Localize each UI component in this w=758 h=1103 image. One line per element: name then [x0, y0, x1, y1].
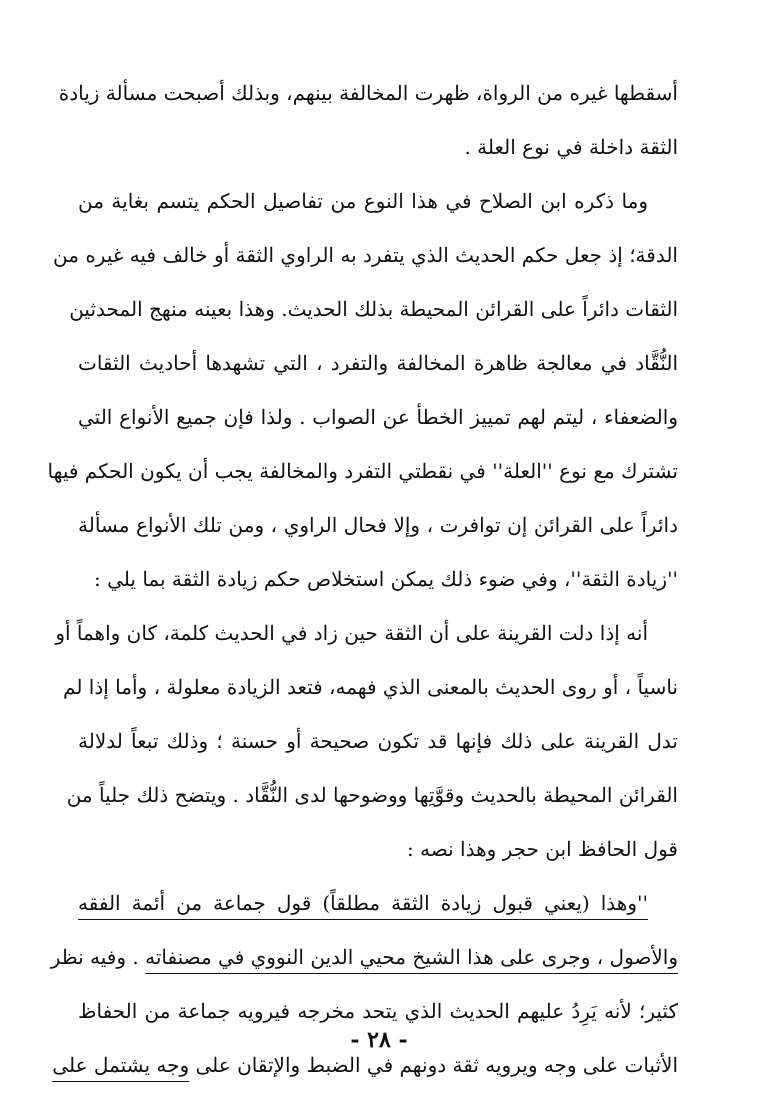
text-line: الدقة؛ إذ جعل حكم الحديث الذي يتفرد به الراوي الثقة أو خالف فيه غيره من [53, 243, 678, 267]
body-text [47, 66, 678, 1092]
quote-line: كثير؛ لأنه يَرِدُ عليهم الحديث الذي يتحد مخرجه فيرويه جماعة من الحفاظ [78, 999, 678, 1023]
text-line: القرائن المحيطة بالحديث وقوَّتِها ووضوحها لدى النُّقَّاد . ويتضح ذلك جلياً من [66, 783, 678, 807]
text-line: ناسياً ، أو روى الحديث بالمعنى الذي فهمه، فتعد الزيادة معلولة ، وأما إذا لم [63, 675, 678, 699]
text-line: ''زيادة الثقة''، وفي ضوء ذلك يمكن استخلاص حكم زيادة الثقة بما يلي : [94, 567, 678, 591]
quote-line [50, 930, 678, 984]
text-line: دائراً على القرائن إن توافرت ، وإلا فحال الراوي ، ومن تلك الأنواع مسألة [78, 513, 678, 537]
quote-line [78, 876, 678, 930]
underlined-quote-text: ''وهذا (يعني قبول زيادة الثقة مطلقاً) قول جماعة من أئمة الفقه [78, 891, 648, 915]
text-line: الثقات دائراً على القرائن المحيطة بذلك الحديث. وهذا بعينه منهج المحدثين [69, 297, 678, 321]
text-line: والضعفاء ، ليتم لهم تمييز الخطأ عن الصواب . ولذا فإن جميع الأنواع التي [78, 405, 678, 429]
quote-text: . وفيه نظر [50, 945, 146, 969]
quote-text: الأثبات على وجه ويرويه ثقة دونهم في الضبط والإتقان على [189, 1053, 678, 1077]
page-number: - ٢٨ - [350, 1027, 408, 1053]
text-line: قول الحافظ ابن حجر وهذا نصه : [406, 837, 678, 861]
text-line: تشترك مع نوع ''العلة'' في نقطتي التفرد والمخالفة يجب أن يكون الحكم فيها [47, 459, 678, 483]
text-line: تدل القرينة على ذلك فإنها قد تكون صحيحة أو حسنة ؛ وذلك تبعاً لدلالة [78, 729, 678, 753]
text-line: النُّقَّاد في معالجة ظاهرة المخالفة والتفرد ، التي تشهدها أحاديث الثقات [78, 351, 678, 375]
underlined-quote-text: والأصول ، وجرى على هذا الشيخ محيي الدين النووي في مصنفاته [145, 945, 678, 969]
underlined-quote-text: وجه يشتمل على [52, 1053, 190, 1077]
text-line: أسقطها غيره من الرواة، ظهرت المخالفة بينهم، وبذلك أصبحت مسألة زيادة [58, 81, 678, 105]
text-line: الثقة داخلة في نوع العلة . [464, 135, 678, 159]
paragraph-start-line: وما ذكره ابن الصلاح في هذا النوع من تفاصيل الحكم يتسم بغاية من [78, 189, 648, 213]
paragraph-start-line: أنه إذا دلت القرينة على أن الثقة حين زاد في الحديث كلمة، كان واهماً أو [55, 621, 648, 645]
